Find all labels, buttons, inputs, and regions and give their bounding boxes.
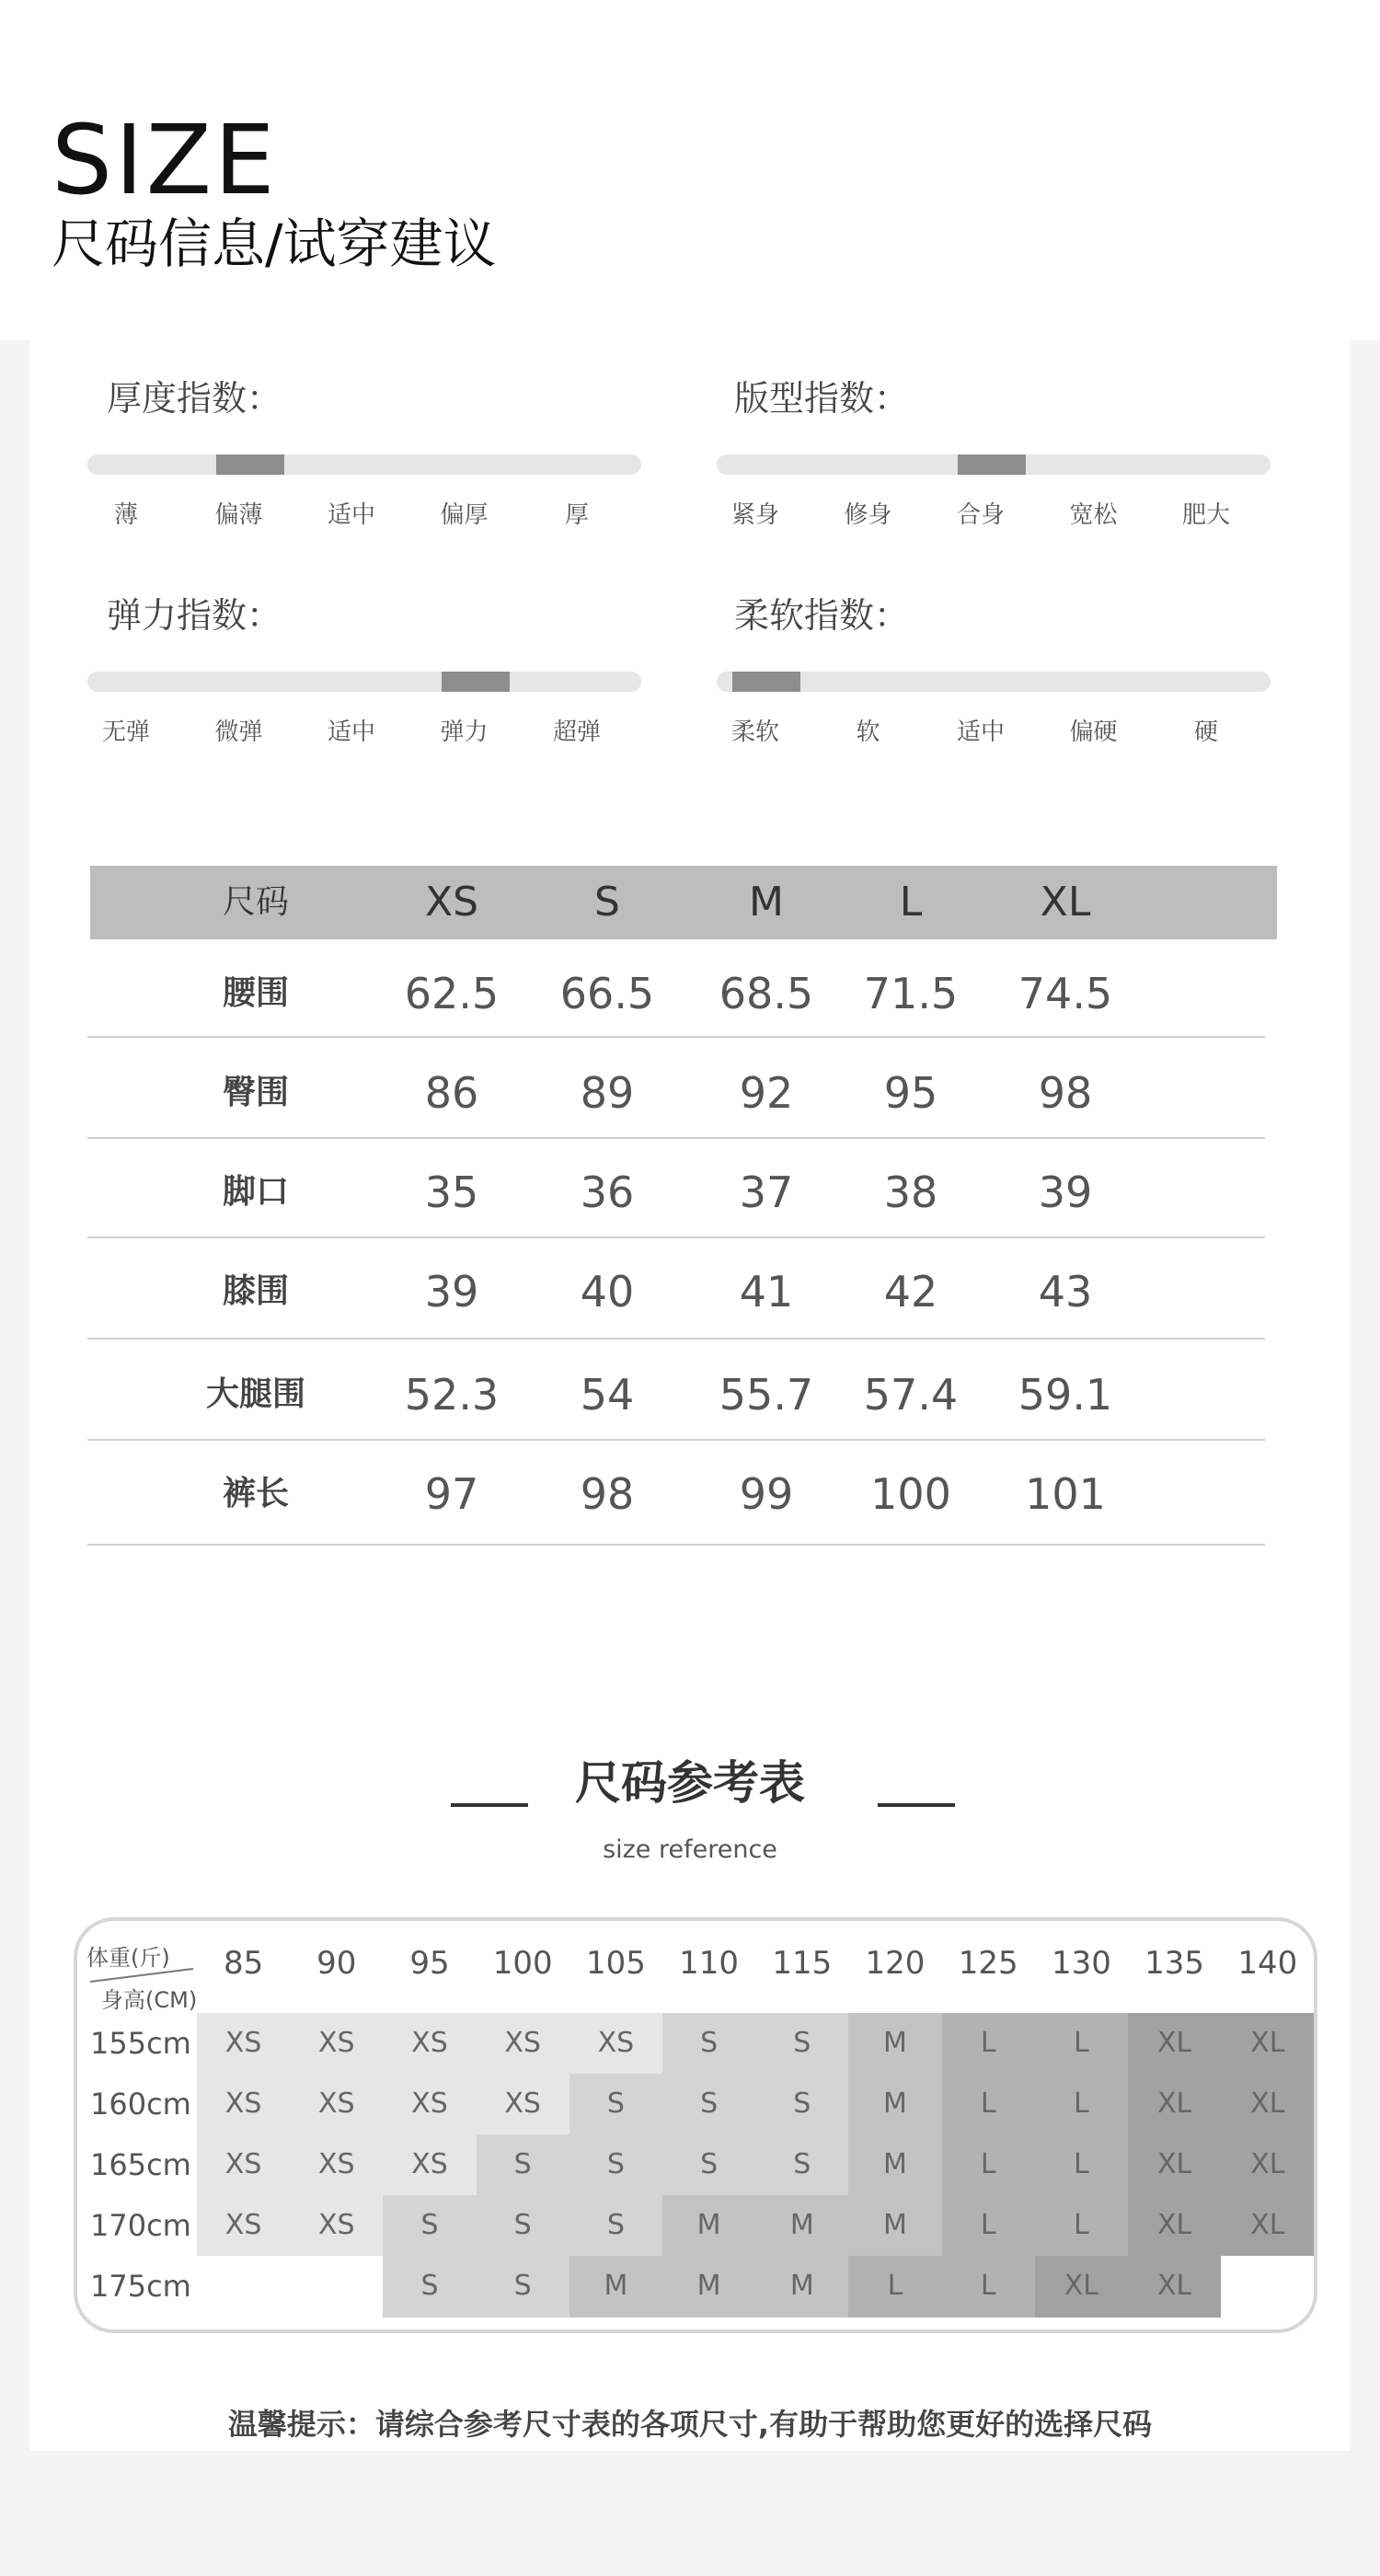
size-header-cell: XS	[424, 879, 479, 926]
size-header-cell: L	[899, 879, 923, 926]
size-cell: L	[980, 2087, 996, 2120]
page-subtitle: 尺码信息/试穿建议	[52, 213, 497, 275]
size-cell: M	[604, 2270, 628, 2302]
indicator-scale-label: 适中	[327, 501, 375, 529]
indicator-label: 版型指数：	[734, 378, 910, 419]
size-cell: S	[700, 2087, 719, 2120]
weight-header-cell: 140	[1237, 1945, 1298, 1982]
indicator-level-marker	[216, 454, 284, 475]
indicator-scale-label: 超弹	[552, 719, 601, 746]
indicator-level-marker	[958, 454, 1026, 475]
size-cell: XL	[1250, 2209, 1285, 2241]
size-cell: XS	[504, 2027, 541, 2059]
weight-header-cell: 105	[585, 1945, 646, 1982]
weight-header-cell: 115	[772, 1945, 833, 1982]
indicator-scale-label: 微弹	[214, 719, 263, 746]
indicator-level-marker	[732, 672, 800, 692]
size-cell: S	[606, 2209, 625, 2241]
size-cell: L	[980, 2027, 996, 2059]
indicator-scale-label: 修身	[844, 501, 892, 529]
size-value-cell: 66.5	[559, 969, 655, 1018]
size-cell: L	[1074, 2087, 1089, 2120]
size-cell: S	[606, 2087, 625, 2120]
size-header-cell: 尺码	[222, 883, 289, 921]
size-cell: XS	[317, 2087, 355, 2120]
page-title: SIZE	[52, 104, 278, 216]
size-cell: S	[793, 2027, 811, 2059]
size-cell: L	[980, 2209, 996, 2241]
indicator-scale-label: 适中	[956, 719, 1005, 746]
size-value-cell: 39	[424, 1267, 479, 1317]
indicator-scale-label: 无弹	[101, 719, 150, 746]
weight-axis-label: 体重(斤)	[86, 1945, 170, 1971]
indicator-label: 柔软指数：	[734, 595, 910, 636]
size-value-cell: 36	[580, 1167, 635, 1217]
size-row-label: 裤长	[222, 1475, 289, 1512]
weight-header-cell: 85	[223, 1945, 264, 1982]
indicator-scale-label: 偏薄	[214, 501, 263, 529]
size-cell: S	[513, 2148, 532, 2180]
size-value-cell: 98	[1038, 1068, 1093, 1118]
size-value-cell: 71.5	[863, 969, 959, 1018]
size-cell: XL	[1250, 2027, 1285, 2059]
size-cell: S	[793, 2148, 811, 2180]
indicator-scale-label: 肥大	[1181, 501, 1230, 529]
size-cell-bg	[1221, 2256, 1315, 2317]
size-cell: XS	[411, 2148, 448, 2180]
size-value-cell: 37	[739, 1167, 794, 1217]
size-cell: L	[1074, 2209, 1089, 2241]
height-label: 170cm	[90, 2208, 191, 2243]
size-header-cell: M	[749, 879, 784, 926]
weight-header-cell: 110	[679, 1945, 740, 1982]
size-value-cell: 99	[739, 1469, 794, 1519]
indicator-scale-label: 紧身	[730, 501, 779, 529]
size-value-cell: 59.1	[1018, 1370, 1113, 1420]
size-cell-bg	[290, 2256, 384, 2317]
row-divider	[87, 1036, 1265, 1038]
weight-header-cell: 135	[1144, 1945, 1205, 1982]
size-cell: M	[696, 2270, 721, 2302]
reference-grid	[77, 1921, 1314, 2329]
weight-header-cell: 100	[492, 1945, 553, 1982]
size-cell: XL	[1064, 2270, 1099, 2302]
indicator-track	[87, 454, 641, 475]
weight-header-cell: 125	[958, 1945, 1018, 1982]
weight-header-cell: 130	[1051, 1945, 1111, 1982]
size-value-cell: 39	[1038, 1167, 1093, 1217]
corner-diagonal	[77, 1921, 206, 2013]
height-label: 155cm	[90, 2026, 191, 2061]
size-row-label: 大腿围	[205, 1375, 305, 1413]
size-value-cell: 62.5	[404, 969, 500, 1018]
size-cell: XS	[224, 2027, 262, 2059]
size-cell: M	[883, 2027, 907, 2059]
size-value-cell: 86	[424, 1068, 479, 1118]
row-divider	[87, 1439, 1265, 1441]
size-value-cell: 35	[424, 1167, 479, 1217]
size-header-cell: XL	[1040, 879, 1091, 926]
size-row-label: 脚口	[222, 1173, 289, 1211]
size-cell: L	[980, 2148, 996, 2180]
size-cell: XS	[224, 2209, 262, 2241]
size-value-cell: 43	[1038, 1267, 1093, 1317]
indicator-track	[87, 672, 641, 692]
size-row-label: 臀围	[222, 1074, 289, 1111]
size-value-cell: 68.5	[719, 969, 814, 1018]
row-divider	[87, 1338, 1265, 1340]
size-cell: XL	[1156, 2148, 1192, 2180]
size-cell: L	[887, 2270, 903, 2302]
indicator-label: 厚度指数：	[107, 378, 282, 419]
size-value-cell: 54	[580, 1370, 635, 1420]
indicator-scale-label: 软	[856, 719, 880, 746]
size-cell: M	[789, 2209, 814, 2241]
row-divider	[87, 1137, 1265, 1139]
indicator-label: 弹力指数：	[107, 595, 282, 636]
size-cell: XS	[597, 2027, 635, 2059]
size-table-header	[90, 866, 1277, 939]
size-cell: XS	[411, 2027, 448, 2059]
size-cell: XL	[1250, 2087, 1285, 2120]
size-value-cell: 98	[580, 1469, 635, 1519]
size-cell: XS	[224, 2087, 262, 2120]
indicator-scale-label: 偏厚	[440, 501, 489, 529]
size-cell: M	[883, 2087, 907, 2120]
indicator-scale-label: 适中	[327, 719, 375, 746]
size-cell: XS	[504, 2087, 541, 2120]
size-value-cell: 57.4	[863, 1370, 959, 1420]
size-value-cell: 89	[580, 1068, 635, 1118]
height-label: 175cm	[90, 2269, 191, 2304]
size-cell: M	[883, 2209, 907, 2241]
height-label: 165cm	[90, 2147, 191, 2182]
corner-diagonal-line	[90, 1969, 193, 1982]
size-cell: M	[883, 2148, 907, 2180]
size-value-cell: 101	[1025, 1469, 1106, 1519]
size-value-cell: 74.5	[1018, 969, 1113, 1018]
reference-subtitle: size reference	[603, 1835, 777, 1864]
size-cell: S	[700, 2148, 719, 2180]
size-cell: S	[513, 2209, 532, 2241]
size-value-cell: 40	[580, 1267, 635, 1317]
reference-title: 尺码参考表	[575, 1756, 805, 1810]
size-cell: S	[700, 2027, 719, 2059]
size-value-cell: 100	[870, 1469, 951, 1519]
size-row-label: 腰围	[222, 974, 289, 1012]
size-cell: S	[793, 2087, 811, 2120]
indicator-scale-label: 薄	[113, 501, 138, 529]
size-reference-table	[74, 1917, 1317, 2333]
indicator-scale-label: 硬	[1193, 719, 1218, 746]
size-cell: XS	[317, 2209, 355, 2241]
size-value-cell: 55.7	[719, 1370, 814, 1420]
size-cell: XL	[1156, 2087, 1192, 2120]
size-cell: XS	[317, 2027, 355, 2059]
size-cell: XL	[1156, 2270, 1192, 2302]
size-value-cell: 42	[883, 1267, 938, 1317]
indicator-scale-label: 合身	[956, 501, 1005, 529]
indicator-scale-label: 厚	[564, 501, 589, 529]
indicator-scale-label: 宽松	[1069, 501, 1118, 529]
size-cell: M	[696, 2209, 721, 2241]
footer-tip: 温馨提示：请综合参考尺寸表的各项尺寸,有助于帮助您更好的选择尺码	[227, 2407, 1153, 2442]
size-value-cell: 92	[739, 1068, 794, 1118]
weight-header-cell: 95	[409, 1945, 450, 1982]
size-value-cell: 95	[883, 1068, 938, 1118]
size-cell: S	[420, 2209, 439, 2241]
row-divider	[87, 1236, 1265, 1238]
size-cell: XL	[1156, 2209, 1192, 2241]
weight-header-cell: 90	[316, 1945, 357, 1982]
title-right-rule	[878, 1803, 955, 1807]
size-cell: XS	[224, 2148, 262, 2180]
row-divider	[87, 1544, 1265, 1546]
size-value-cell: 97	[424, 1469, 479, 1519]
indicator-track	[717, 672, 1271, 692]
size-cell: XL	[1156, 2027, 1192, 2059]
size-cell: L	[1074, 2148, 1089, 2180]
weight-header-cell: 120	[865, 1945, 926, 1982]
size-cell: S	[420, 2270, 439, 2302]
size-value-cell: 38	[883, 1167, 938, 1217]
size-cell: XL	[1250, 2148, 1285, 2180]
size-cell: M	[789, 2270, 814, 2302]
indicator-scale-label: 弹力	[440, 719, 489, 746]
size-value-cell: 41	[739, 1267, 794, 1317]
size-value-cell: 52.3	[404, 1370, 500, 1420]
size-cell-bg	[197, 2256, 291, 2317]
height-axis-label: 身高(CM)	[101, 1987, 198, 2013]
size-cell: L	[980, 2270, 996, 2302]
indicator-track	[717, 454, 1271, 475]
size-cell: XS	[411, 2087, 448, 2120]
indicator-level-marker	[442, 672, 510, 692]
height-label: 160cm	[90, 2087, 191, 2122]
indicator-scale-label: 偏硬	[1069, 719, 1118, 746]
size-cell: L	[1074, 2027, 1089, 2059]
size-cell: S	[606, 2148, 625, 2180]
size-cell: S	[513, 2270, 532, 2302]
indicator-scale-label: 柔软	[730, 719, 779, 746]
size-header-cell: S	[594, 879, 620, 926]
size-cell: XS	[317, 2148, 355, 2180]
size-row-label: 膝围	[222, 1272, 289, 1310]
